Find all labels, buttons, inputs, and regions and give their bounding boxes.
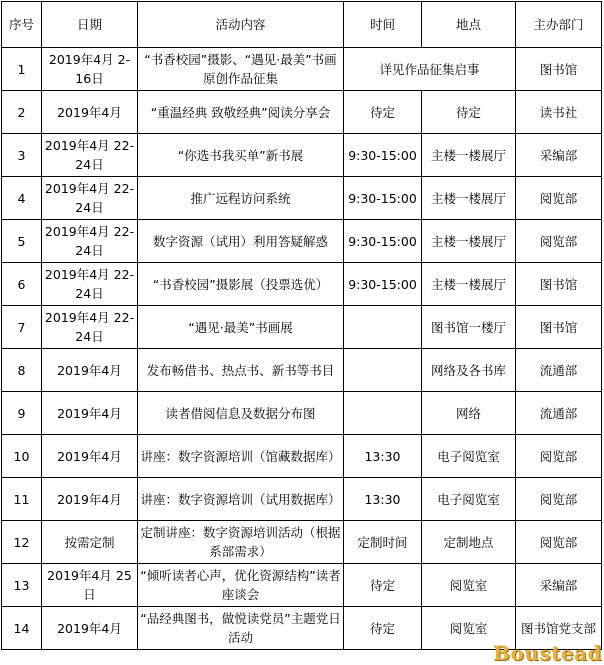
row-time: 定制时间 (344, 521, 422, 564)
row-content: 发布畅借书、热点书、新书等书目 (138, 349, 344, 392)
table-row (2, 91, 602, 134)
row-dept: 阅览部 (516, 177, 602, 220)
row-time: 13:30 (344, 435, 422, 478)
row-time: 待定 (344, 607, 422, 650)
row-content: “品经典图书，做悦读党员”主题党日活动 (138, 607, 344, 650)
row-content: 推广远程访问系统 (138, 177, 344, 220)
header-cell-place: 地点 (422, 2, 516, 48)
header-cell-content: 活动内容 (138, 2, 344, 48)
row-time: 待定 (344, 91, 422, 134)
row-number: 6 (2, 263, 42, 306)
row-dept: 流通部 (516, 349, 602, 392)
row-place: 电子阅览室 (422, 435, 516, 478)
row-date: 2019年4月 22-24日 (42, 263, 138, 306)
row-number: 12 (2, 521, 42, 564)
row-place: 定制地点 (422, 521, 516, 564)
row-number: 10 (2, 435, 42, 478)
table-row (2, 177, 602, 220)
header-cell-no: 序号 (2, 2, 42, 48)
row-dept: 阅览部 (516, 435, 602, 478)
row-time: 9:30-15:00 (344, 177, 422, 220)
row-date: 2019年4月 22-24日 (42, 177, 138, 220)
row-number: 9 (2, 392, 42, 435)
row-dept: 阅览部 (516, 521, 602, 564)
table-row (2, 263, 602, 306)
row-date: 2019年4月 2-16日 (42, 48, 138, 91)
table-row (2, 521, 602, 564)
row-date: 2019年4月 (42, 435, 138, 478)
row-dept: 流通部 (516, 392, 602, 435)
row-dept: 阅览部 (516, 220, 602, 263)
header-cell-date: 日期 (42, 2, 138, 48)
row-content: 讲座：数字资源培训（试用数据库） (138, 478, 344, 521)
row-place: 网络及各书库 (422, 349, 516, 392)
row-date: 2019年4月 (42, 392, 138, 435)
table-row (2, 306, 602, 349)
row-dept: 采编部 (516, 564, 602, 607)
row-number: 1 (2, 48, 42, 91)
row-content: “书香校园”摄影、“遇见·最美”书画原创作品征集 (138, 48, 344, 91)
row-content: “倾听读者心声，优化资源结构”读者座谈会 (138, 564, 344, 607)
row-time: 13:30 (344, 478, 422, 521)
table-row (2, 564, 602, 607)
table-row (2, 478, 602, 521)
row-place: 电子阅览室 (422, 478, 516, 521)
row-place: 网络 (422, 392, 516, 435)
row-number: 4 (2, 177, 42, 220)
table-row (2, 134, 602, 177)
row-place: 阅览室 (422, 564, 516, 607)
header-cell-dept: 主办部门 (516, 2, 602, 48)
row-place: 阅览室 (422, 607, 516, 650)
row-number: 3 (2, 134, 42, 177)
row-content: 讲座：数字资源培训（馆藏数据库） (138, 435, 344, 478)
table-header-row (2, 2, 602, 48)
row-number: 8 (2, 349, 42, 392)
row-place: 主楼一楼展厅 (422, 134, 516, 177)
table-row (2, 392, 602, 435)
row-date: 2019年4月 22-24日 (42, 134, 138, 177)
row-dept: 阅览部 (516, 478, 602, 521)
row-place: 主楼一楼展厅 (422, 220, 516, 263)
header-cell-time: 时间 (344, 2, 422, 48)
row-content: 读者借阅信息及数据分布图 (138, 392, 344, 435)
row-date: 2019年4月 (42, 478, 138, 521)
row-place: 图书馆一楼厅 (422, 306, 516, 349)
table-row (2, 48, 602, 91)
row-place: 主楼一楼展厅 (422, 263, 516, 306)
row-date: 2019年4月 22-24日 (42, 306, 138, 349)
row-time (344, 306, 422, 349)
row-number: 14 (2, 607, 42, 650)
row-dept: 图书馆 (516, 263, 602, 306)
table-row (2, 220, 602, 263)
row-time (344, 392, 422, 435)
row-number: 7 (2, 306, 42, 349)
row-content: “你选书我买单”新书展 (138, 134, 344, 177)
row-dept: 图书馆党支部 (516, 607, 602, 650)
row-content: “重温经典 致敬经典”阅读分享会 (138, 91, 344, 134)
activity-schedule-table (1, 1, 602, 650)
row-time: 待定 (344, 564, 422, 607)
row-date: 2019年4月 25日 (42, 564, 138, 607)
row-content: “书香校园”摄影展（投票选优） (138, 263, 344, 306)
row-time: 9:30-15:00 (344, 263, 422, 306)
row-place: 待定 (422, 91, 516, 134)
row-date: 2019年4月 (42, 607, 138, 650)
row-date: 2019年4月 (42, 349, 138, 392)
row-place: 主楼一楼展厅 (422, 177, 516, 220)
row-dept: 图书馆 (516, 306, 602, 349)
row-time: 9:30-15:00 (344, 220, 422, 263)
row-number: 11 (2, 478, 42, 521)
row-content: “遇见·最美”书画展 (138, 306, 344, 349)
row-date: 2019年4月 22-24日 (42, 220, 138, 263)
boustead-watermark: Boustead (493, 641, 602, 665)
row-dept: 采编部 (516, 134, 602, 177)
row-content: 定制讲座：数字资源培训活动（根据系部需求） (138, 521, 344, 564)
table-row (2, 349, 602, 392)
row-time (344, 349, 422, 392)
table-body (2, 48, 602, 650)
row-content: 数字资源（试用）利用答疑解惑 (138, 220, 344, 263)
row-date: 按需定制 (42, 521, 138, 564)
row-dept: 读书社 (516, 91, 602, 134)
row-number: 13 (2, 564, 42, 607)
row-time: 9:30-15:00 (344, 134, 422, 177)
row-number: 5 (2, 220, 42, 263)
row-time-place: 详见作品征集启事 (344, 48, 516, 91)
row-number: 2 (2, 91, 42, 134)
table-row (2, 435, 602, 478)
row-dept: 图书馆 (516, 48, 602, 91)
row-date: 2019年4月 (42, 91, 138, 134)
